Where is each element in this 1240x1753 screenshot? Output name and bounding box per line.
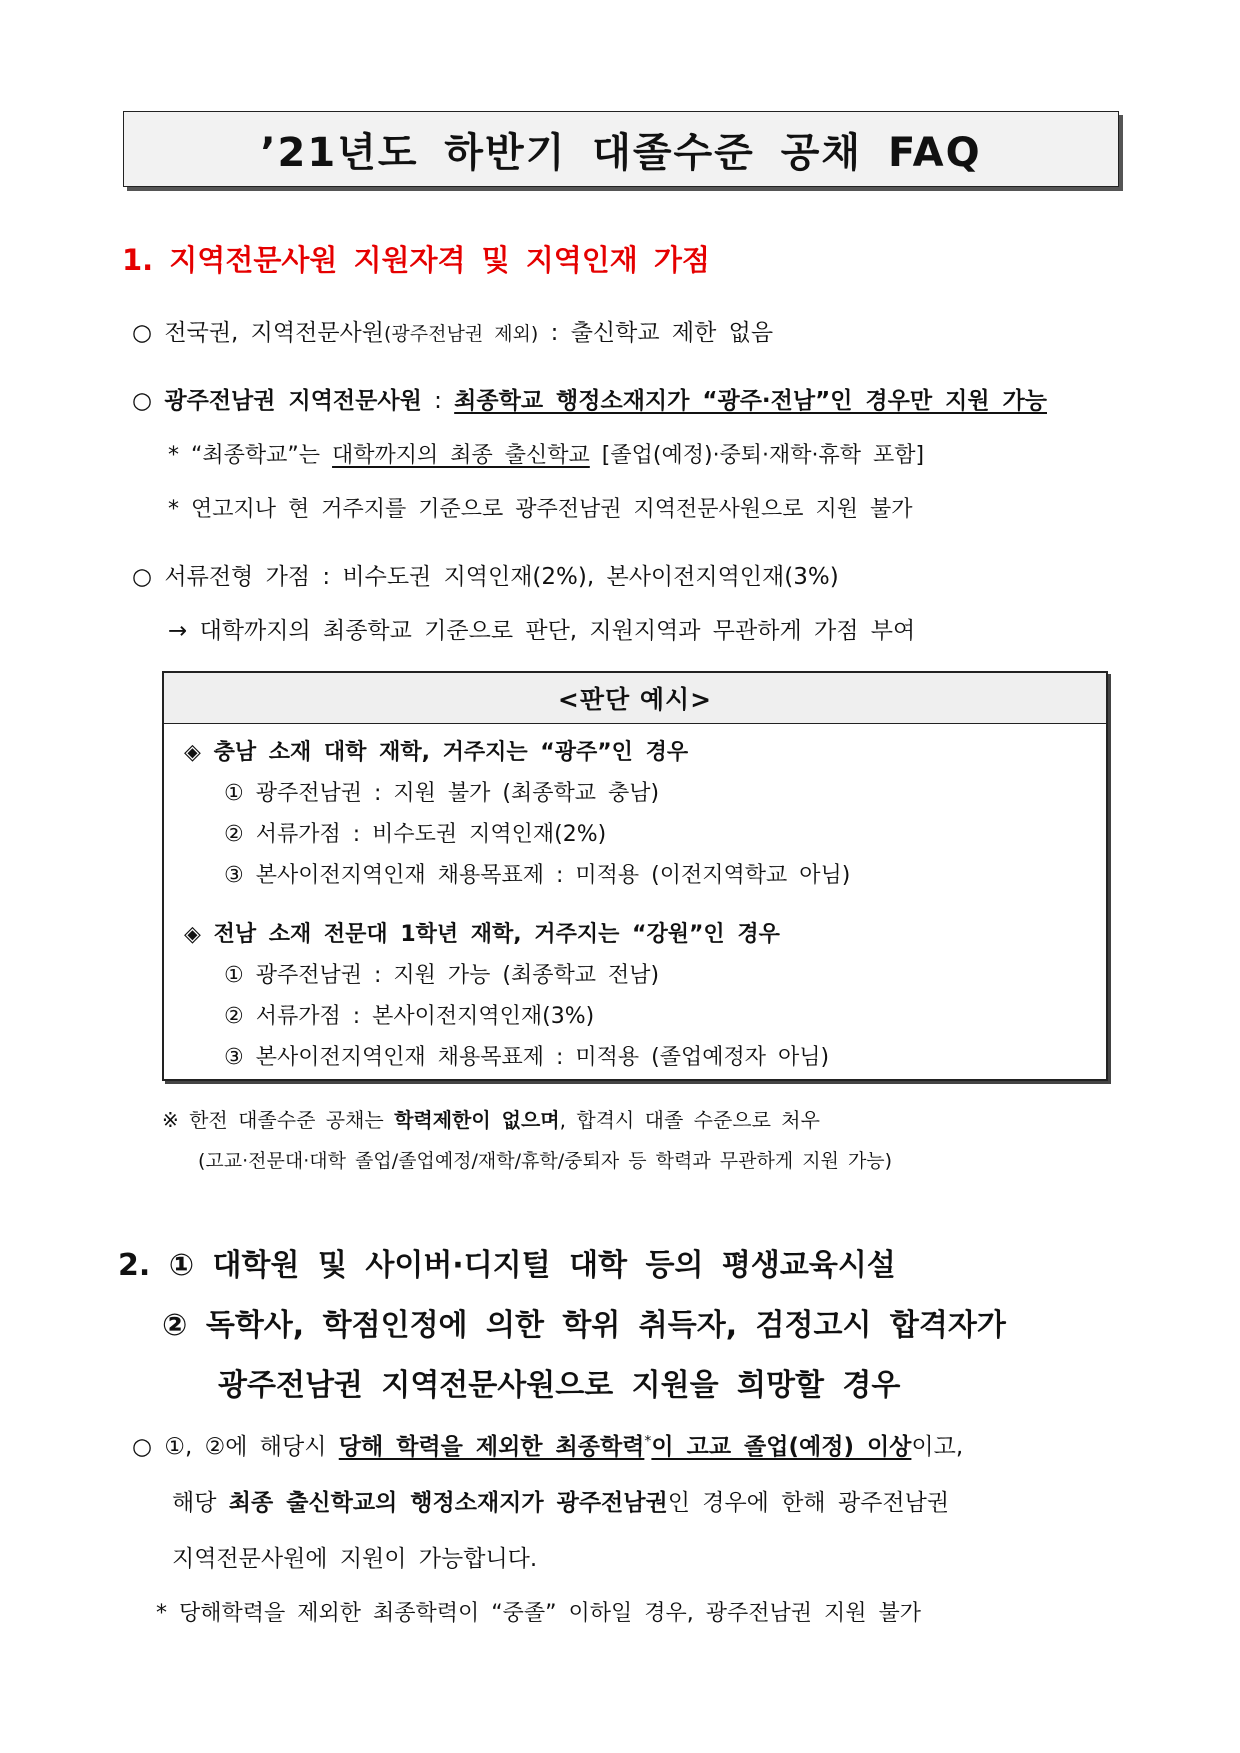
para-underlined-text: 당해 학력을 제외한 최종학력 xyxy=(338,1434,645,1460)
bullet-underlined-text: 최종학교 행정소재지가 “광주·전남”인 경우만 지원 가능 xyxy=(454,388,1047,414)
example-case2-title: ◈ 전남 소재 전문대 1학년 재학, 거주지는 “강원”인 경우 xyxy=(184,922,780,947)
example-case2-item: ① 광주전남권 : 지원 가능 (최종학교 전남) xyxy=(224,963,660,988)
example-case1-title: ◈ 충남 소재 대학 재학, 거주지는 “광주”인 경우 xyxy=(184,740,689,765)
para-text: 인 경우에 한해 광주전남권 xyxy=(667,1490,950,1516)
section2-heading-line3: 광주전남권 지역전문사원으로 지원을 희망할 경우 xyxy=(218,1368,901,1403)
para-text: ①, ②에 해당시 xyxy=(164,1434,339,1460)
note-text: [졸업(예정)·중퇴·재학·휴학 포함] xyxy=(589,443,925,468)
example-box-heading: <판단 예시> xyxy=(164,673,1106,724)
para-text: 이고, xyxy=(911,1434,964,1460)
section2-heading-line1: 2. ① 대학원 및 사이버·디지털 대학 등의 평생교육시설 xyxy=(118,1248,896,1283)
remark-line1 xyxy=(162,1104,820,1133)
footnote-marker: * xyxy=(644,1433,652,1450)
bullet-text: 전국권, 지역전문사원 xyxy=(164,320,384,346)
bullet-bold-text: 광주전남권 지역전문사원 xyxy=(164,388,422,414)
section2-paragraph-line2 xyxy=(172,1484,949,1517)
remark-bold-text: 학력제한이 없으며 xyxy=(394,1108,560,1132)
arrow-line: → 대학까지의 최종학교 기준으로 판단, 지원지역과 무관하게 가점 부여 xyxy=(168,618,916,644)
circle-bullet-icon: ○ xyxy=(132,564,153,590)
example-case1-item: ③ 본사이전지역인재 채용목표제 : 미적용 (이전지역학교 아님) xyxy=(224,863,851,888)
example-case1-item: ② 서류가점 : 비수도권 지역인재(2%) xyxy=(224,822,607,847)
section2-paragraph-line1 xyxy=(132,1428,963,1461)
example-case2-item: ② 서류가점 : 본사이전지역인재(3%) xyxy=(224,1004,595,1029)
remark-line2: (고교·전문대·대학 졸업/졸업예정/재학/휴학/중퇴자 등 학력과 무관하게 지원 가능) xyxy=(198,1150,893,1172)
remark-text: , 합격시 대졸 수준으로 처우 xyxy=(559,1108,820,1132)
note-final-school xyxy=(168,438,924,469)
note-underlined-text: 대학까지의 최종 출신학교 xyxy=(332,443,590,468)
section2-paragraph-line3: 지역전문사원에 지원이 가능합니다. xyxy=(172,1546,538,1572)
section1-heading: 1. 지역전문사원 지원자격 및 지역인재 가점 xyxy=(122,243,710,277)
note-residence: * 연고지나 현 거주지를 기준으로 광주전남권 지역전문사원으로 지원 불가 xyxy=(168,497,913,522)
note-text: * “최종학교”는 xyxy=(168,443,333,468)
example-case2-item: ③ 본사이전지역인재 채용목표제 : 미적용 (졸업예정자 아님) xyxy=(224,1045,830,1070)
example-case1-item: ① 광주전남권 : 지원 불가 (최종학교 충남) xyxy=(224,781,660,806)
colon-text: : xyxy=(421,388,455,414)
page-title: ’21년도 하반기 대졸수준 공채 FAQ xyxy=(260,129,982,176)
circle-bullet-icon: ○ xyxy=(132,320,153,346)
section1-bullet-gwangju xyxy=(132,382,1047,415)
para-text: 해당 xyxy=(172,1490,229,1516)
section2-heading-line2: ② 독학사, 학점인정에 의한 학위 취득자, 검정고시 합격자가 xyxy=(162,1308,1006,1343)
circle-bullet-icon: ○ xyxy=(132,1434,153,1460)
section2-note: * 당해학력을 제외한 최종학력이 “중졸” 이하일 경우, 광주전남권 지원 불가 xyxy=(156,1601,922,1626)
circle-bullet-icon: ○ xyxy=(132,388,153,414)
bullet-text: : 출신학교 제한 없음 xyxy=(538,320,774,346)
remark-text: ※ 한전 대졸수준 공채는 xyxy=(162,1108,395,1132)
para-underlined-text: 이 고교 졸업(예정) 이상 xyxy=(651,1434,912,1460)
section1-bullet-bonus xyxy=(132,558,839,591)
bullet-text-small: (광주전남권 제외) xyxy=(383,323,539,345)
section1-bullet-nationwide xyxy=(132,314,773,347)
example-box xyxy=(162,671,1108,1081)
para-bold-text: 최종 출신학교의 행정소재지가 광주전남권 xyxy=(228,1490,668,1516)
bullet-text: 서류전형 가점 : 비수도권 지역인재(2%), 본사이전지역인재(3%) xyxy=(164,564,839,590)
title-box xyxy=(123,111,1119,187)
